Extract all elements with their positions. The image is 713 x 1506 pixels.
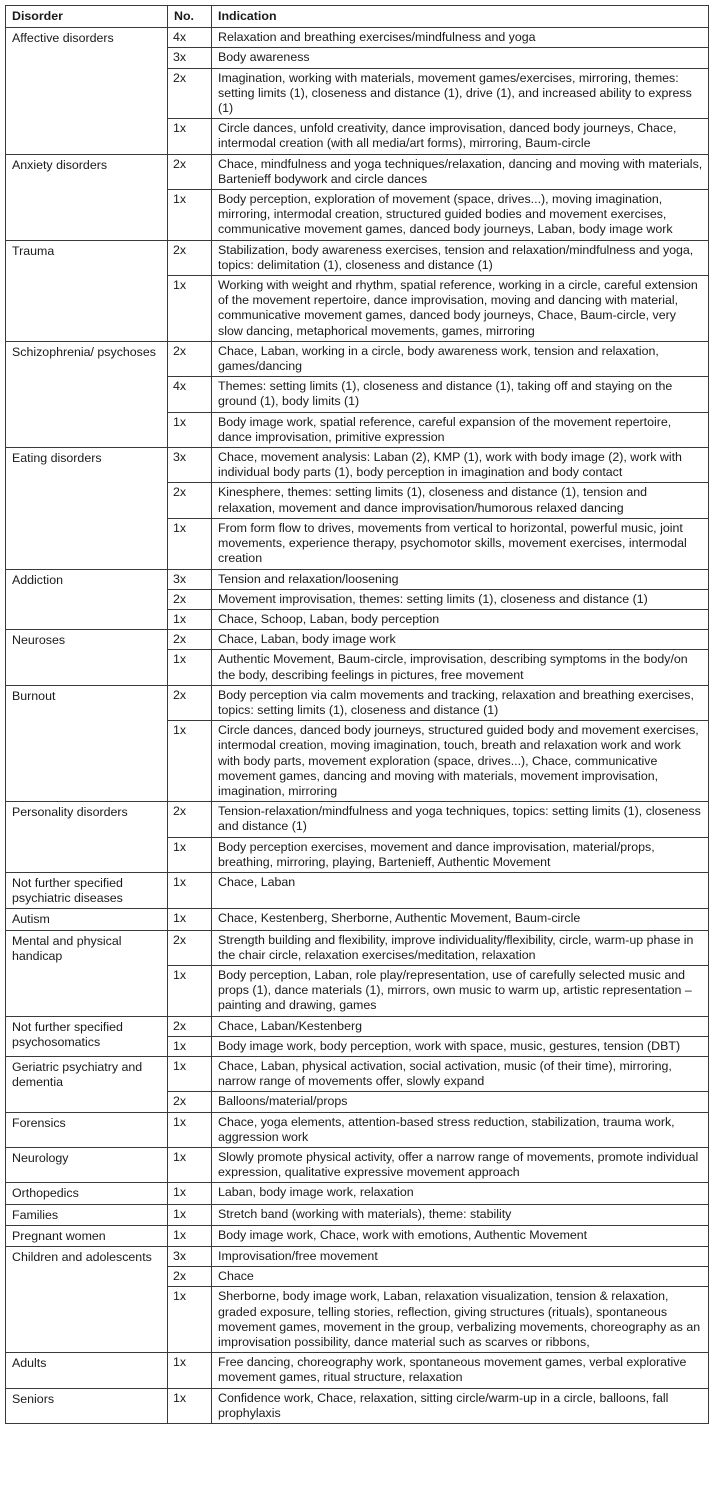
disorder-cell: Neuroses — [6, 630, 168, 686]
frequency-cell: 1x — [168, 119, 212, 154]
indication-cell: Kinesphere, themes: setting limits (1), closeness and distance (1), tension and relaxation, movement and dance improvisation/humorous relaxed dancing — [212, 483, 709, 518]
frequency-cell: 1x — [168, 1056, 212, 1091]
table-row — [6, 448, 709, 483]
indication-cell: Strength building and flexibility, improve individuality/flexibility, circle, warm-up phase in the chair circle, relaxation exercises/meditation, relaxation — [212, 930, 709, 965]
frequency-cell: 1x — [168, 276, 212, 342]
frequency-cell: 2x — [168, 1267, 212, 1287]
table-row — [6, 872, 709, 908]
indication-cell: Chace, yoga elements, attention-based stress reduction, stabilization, trauma work, aggression work — [212, 1112, 709, 1147]
disorder-cell: Trauma — [6, 240, 168, 341]
frequency-cell: 1x — [168, 412, 212, 447]
disorder-cell: Addiction — [6, 569, 168, 630]
indication-cell: Confidence work, Chace, relaxation, sitting circle/warm-up in a circle, balloons, fall prophylaxis — [212, 1388, 709, 1423]
frequency-cell: 1x — [168, 518, 212, 569]
table-row — [6, 1388, 709, 1423]
disorder-cell: Personality disorders — [6, 802, 168, 873]
disorder-cell: Affective disorders — [6, 28, 168, 154]
table-row — [6, 1183, 709, 1204]
disorder-cell: Orthopedics — [6, 1183, 168, 1204]
indication-cell: Body image work, spatial reference, careful expansion of the movement repertoire, dance improvisation, primitive expression — [212, 412, 709, 447]
frequency-cell: 2x — [168, 685, 212, 720]
indication-cell: Improvisation/free movement — [212, 1247, 709, 1267]
table-row — [6, 569, 709, 589]
frequency-cell: 1x — [168, 1388, 212, 1423]
frequency-cell: 1x — [168, 872, 212, 908]
disorder-cell: Neurology — [6, 1148, 168, 1183]
indication-cell: Movement improvisation, themes: setting limits (1), closeness and distance (1) — [212, 589, 709, 609]
indication-cell: From form flow to drives, movements from vertical to horizontal, powerful music, joint movements, experience therapy, psychomotor skills, movement exercises, intermodal creation — [212, 518, 709, 569]
indication-cell: Chace, movement analysis: Laban (2), KMP (1), work with body image (2), work with individual body parts (1), body perception in imagination and body contact — [212, 448, 709, 483]
disorder-cell: Seniors — [6, 1388, 168, 1423]
indication-cell: Chace, Laban/Kestenberg — [212, 1016, 709, 1036]
indication-cell: Tension-relaxation/mindfulness and yoga techniques, topics: setting limits (1), closeness and distance (1) — [212, 802, 709, 837]
disorder-cell: Anxiety disorders — [6, 154, 168, 240]
indication-cell: Relaxation and breathing exercises/mindfulness and yoga — [212, 28, 709, 48]
disorder-cell: Not further specified psychosomatics — [6, 1016, 168, 1056]
table-row — [6, 1225, 709, 1246]
indication-cell: Body perception exercises, movement and dance improvisation, material/props, breathing, mirroring, playing, Bartenieff, Authentic Movement — [212, 837, 709, 872]
frequency-cell: 1x — [168, 1225, 212, 1246]
frequency-cell: 1x — [168, 1148, 212, 1183]
table-row — [6, 1148, 709, 1183]
frequency-cell: 1x — [168, 837, 212, 872]
indication-cell: Circle dances, unfold creativity, dance improvisation, danced body journeys, Chace, intermodal creation (with all media/art forms), mirroring, Baum-circle — [212, 119, 709, 154]
indication-cell: Body perception, Laban, role play/representation, use of carefully selected music and props (1), dance materials (1), mirrors, own music to warm up, artistic representation – painting and drawing, games — [212, 965, 709, 1016]
table-row — [6, 1056, 709, 1091]
frequency-cell: 2x — [168, 1016, 212, 1036]
frequency-cell: 2x — [168, 154, 212, 189]
disorder-cell: Geriatric psychiatry and dementia — [6, 1056, 168, 1112]
indication-cell: Chace, Laban, body image work — [212, 630, 709, 650]
indication-cell: Chace, mindfulness and yoga techniques/relaxation, dancing and moving with materials, Bartenieff bodywork and circle dances — [212, 154, 709, 189]
indication-cell: Chace, Laban, working in a circle, body awareness work, tension and relaxation, games/dancing — [212, 341, 709, 376]
frequency-cell: 1x — [168, 1204, 212, 1225]
table-body — [6, 28, 709, 1424]
disorder-cell: Not further specified psychiatric diseases — [6, 872, 168, 908]
frequency-cell: 1x — [168, 909, 212, 930]
indication-cell: Chace, Schoop, Laban, body perception — [212, 609, 709, 629]
indication-cell: Chace, Kestenberg, Sherborne, Authentic Movement, Baum-circle — [212, 909, 709, 930]
frequency-cell: 2x — [168, 240, 212, 275]
table-row — [6, 930, 709, 965]
header-indication: Indication — [212, 6, 709, 28]
table-row — [6, 240, 709, 275]
frequency-cell: 2x — [168, 341, 212, 376]
indication-cell: Imagination, working with materials, movement games/exercises, mirroring, themes: setting limits (1), closeness and distance (1), drive (1), and increased ability to express (1) — [212, 68, 709, 119]
indication-cell: Authentic Movement, Baum-circle, improvisation, describing symptoms in the body/on the body, describing feelings in pictures, free movement — [212, 650, 709, 685]
table-row — [6, 1016, 709, 1036]
table-row — [6, 909, 709, 930]
header-disorder: Disorder — [6, 6, 168, 28]
indication-cell: Body perception, exploration of movement (space, drives...), moving imagination, mirroring, intermodal creation, structured guided bodies and movement exercises, communicative movement games, danced body journeys, Laban, body image work — [212, 190, 709, 241]
disorder-cell: Autism — [6, 909, 168, 930]
indication-cell: Themes: setting limits (1), closeness and distance (1), taking off and staying on the ground (1), body limits (1) — [212, 377, 709, 412]
table-row — [6, 28, 709, 48]
frequency-cell: 1x — [168, 965, 212, 1016]
frequency-cell: 2x — [168, 630, 212, 650]
frequency-cell: 1x — [168, 609, 212, 629]
indication-cell: Tension and relaxation/loosening — [212, 569, 709, 589]
disorder-cell: Burnout — [6, 685, 168, 801]
indication-cell: Laban, body image work, relaxation — [212, 1183, 709, 1204]
indication-cell: Balloons/material/props — [212, 1092, 709, 1112]
indication-cell: Chace, Laban, physical activation, social activation, music (of their time), mirroring, narrow range of movements offer, slowly expand — [212, 1056, 709, 1091]
header-no: No. — [168, 6, 212, 28]
frequency-cell: 4x — [168, 377, 212, 412]
disorder-cell: Forensics — [6, 1112, 168, 1147]
indication-cell: Body image work, Chace, work with emotions, Authentic Movement — [212, 1225, 709, 1246]
table-row — [6, 1112, 709, 1147]
indication-cell: Stabilization, body awareness exercises, tension and relaxation/mindfulness and yoga, topics: delimitation (1), closeness and distance (1) — [212, 240, 709, 275]
frequency-cell: 3x — [168, 448, 212, 483]
frequency-cell: 2x — [168, 483, 212, 518]
frequency-cell: 1x — [168, 1353, 212, 1388]
indication-cell: Working with weight and rhythm, spatial reference, working in a circle, careful extension of the movement repertoire, dance improvisation, moving and dancing with material, communicative movement games, danced body journeys, Chace, Baum-circle, very slow dancing, metaphorical movements, games, mirroring — [212, 276, 709, 342]
table-row — [6, 1204, 709, 1225]
table-row — [6, 1247, 709, 1267]
frequency-cell: 3x — [168, 48, 212, 68]
indication-cell: Stretch band (working with materials), theme: stability — [212, 1204, 709, 1225]
indication-cell: Free dancing, choreography work, spontaneous movement games, verbal explorative movement games, ritual structure, relaxation — [212, 1353, 709, 1388]
indication-cell: Chace — [212, 1267, 709, 1287]
frequency-cell: 1x — [168, 1287, 212, 1353]
frequency-cell: 1x — [168, 1036, 212, 1056]
frequency-cell: 2x — [168, 589, 212, 609]
disorder-cell: Children and adolescents — [6, 1247, 168, 1353]
disorder-cell: Mental and physical handicap — [6, 930, 168, 1016]
frequency-cell: 1x — [168, 650, 212, 685]
frequency-cell: 1x — [168, 1112, 212, 1147]
frequency-cell: 1x — [168, 1183, 212, 1204]
disorder-cell: Eating disorders — [6, 448, 168, 569]
frequency-cell: 4x — [168, 28, 212, 48]
indication-cell: Body perception via calm movements and tracking, relaxation and breathing exercises, topics: setting limits (1), closeness and distance (1) — [212, 685, 709, 720]
indication-table — [5, 5, 709, 1424]
indication-cell: Chace, Laban — [212, 872, 709, 908]
frequency-cell: 2x — [168, 802, 212, 837]
frequency-cell: 2x — [168, 68, 212, 119]
disorder-cell: Pregnant women — [6, 1225, 168, 1246]
indication-cell: Circle dances, danced body journeys, structured guided body and movement exercises, intermodal creation, moving imagination, touch, breath and relaxation work and work with body parts, movement exploration (space, drives...), Chace, communicative movement games, dancing and moving with materials, movement improvisation, imagination, mirroring — [212, 721, 709, 802]
table-row — [6, 341, 709, 376]
disorder-cell: Adults — [6, 1353, 168, 1388]
indication-cell: Body image work, body perception, work with space, music, gestures, tension (DBT) — [212, 1036, 709, 1056]
disorder-cell: Families — [6, 1204, 168, 1225]
header-row — [6, 6, 709, 28]
table-row — [6, 685, 709, 720]
frequency-cell: 2x — [168, 930, 212, 965]
indication-cell: Slowly promote physical activity, offer a narrow range of movements, promote individual expression, qualitative expressive movement approach — [212, 1148, 709, 1183]
table-row — [6, 630, 709, 650]
table-row — [6, 1353, 709, 1388]
frequency-cell: 1x — [168, 721, 212, 802]
frequency-cell: 3x — [168, 569, 212, 589]
indication-cell: Sherborne, body image work, Laban, relaxation visualization, tension & relaxation, graded exposure, telling stories, reflection, giving structures (rituals), spontaneous movement games, movement in the group, verbalizing movements, choreography as an improvisation possibility, dance material such as scarves or ribbons, — [212, 1287, 709, 1353]
frequency-cell: 1x — [168, 190, 212, 241]
frequency-cell: 2x — [168, 1092, 212, 1112]
table-row — [6, 154, 709, 189]
table-row — [6, 802, 709, 837]
disorder-cell: Schizophrenia/ psychoses — [6, 341, 168, 447]
frequency-cell: 3x — [168, 1247, 212, 1267]
indication-cell: Body awareness — [212, 48, 709, 68]
